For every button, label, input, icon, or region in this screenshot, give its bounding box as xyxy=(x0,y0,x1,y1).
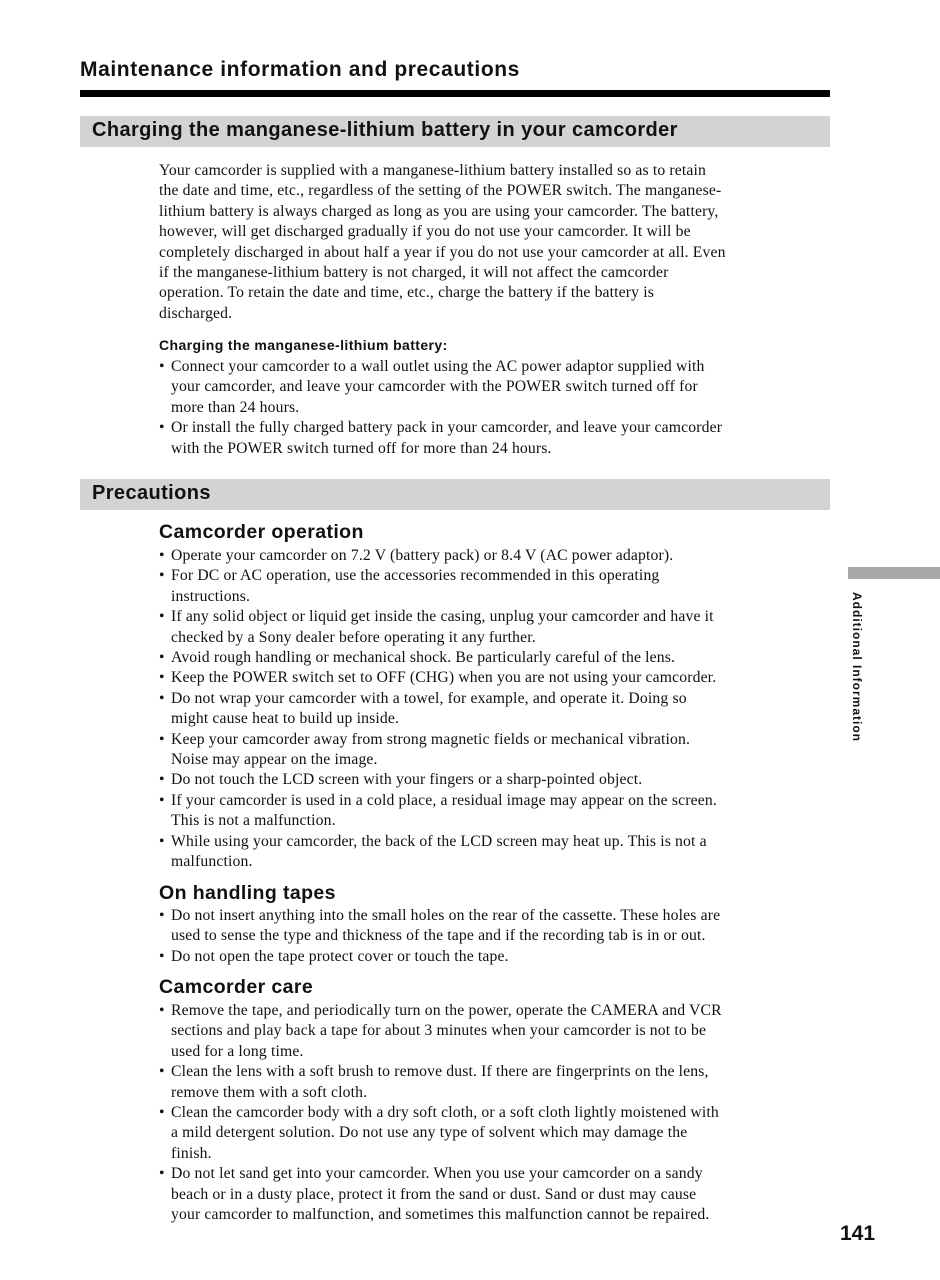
charging-bullet-list xyxy=(159,357,831,459)
list-item: • Do not let sand get into your camcorder. When you use your camcorder on a sandy beach or in a dusty place, protect it from the sand or dust. Sand or dust may cause your camcorder to malfunction, and sometimes this malfunction cannot be repaired. xyxy=(159,1165,710,1224)
paragraph-line: completely discharged in about half a year if you do not use your camcorder at all. Even xyxy=(159,243,726,261)
list-item: • Clean the lens with a soft brush to remove dust. If there are fingerprints on the lens, remove them with a soft cloth. xyxy=(159,1063,709,1101)
list-item: • If your camcorder is used in a cold place, a residual image may appear on the screen. This is not a malfunction. xyxy=(159,791,717,830)
camcorder-operation-heading: Camcorder operation xyxy=(159,521,364,543)
header-rule xyxy=(80,90,830,97)
side-section-label: Additional Information xyxy=(850,592,864,742)
paragraph-line: lithium battery is always charged as long as you are using your camcorder. The battery, xyxy=(159,202,719,220)
list-item: • Avoid rough handling or mechanical shock. Be particularly careful of the lens. xyxy=(159,649,676,667)
camcorder-operation-list xyxy=(159,546,831,873)
list-item: • Do not touch the LCD screen with your fingers or a sharp-pointed object. xyxy=(159,771,643,789)
handling-tapes-list xyxy=(159,906,831,967)
side-tab-marker xyxy=(848,567,940,579)
section-title-precautions: Precautions xyxy=(92,482,211,504)
camcorder-care-list xyxy=(159,1001,831,1225)
list-item: • Keep your camcorder away from strong magnetic fields or mechanical vibration. Noise may appear on the image. xyxy=(159,730,691,769)
paragraph-line: if the manganese-lithium battery is not charged, it will not affect the camcorder xyxy=(159,264,669,282)
list-item: • Do not open the tape protect cover or touch the tape. xyxy=(159,947,509,965)
list-item: • Operate your camcorder on 7.2 V (battery pack) or 8.4 V (AC power adaptor). xyxy=(159,547,674,564)
list-item: • While using your camcorder, the back of the LCD screen may heat up. This is not a malfunction. xyxy=(159,832,707,871)
paragraph-line: however, will get discharged gradually if you do not use your camcorder. It will be xyxy=(159,223,691,241)
list-item: • Do not wrap your camcorder with a towel, for example, and operate it. Doing so might cause heat to build up inside. xyxy=(159,689,687,728)
paragraph-line: the date and time, etc., regardless of the setting of the POWER switch. The manganese- xyxy=(159,182,722,200)
paragraph-line: Your camcorder is supplied with a manganese-lithium battery installed so as to retain xyxy=(159,162,707,179)
list-item: • Connect your camcorder to a wall outlet using the AC power adaptor supplied with your camcorder, and leave your camcorder with the POWER switch turned off for more than 24 hours. xyxy=(159,358,705,416)
list-item: • Do not insert anything into the small holes on the rear of the cassette. These holes are used to sense the type and thickness of the tape and if the recording tab is in or out. xyxy=(159,907,721,945)
charging-subheading: Charging the manganese-lithium battery: xyxy=(159,337,448,353)
page-number: 141 xyxy=(840,1222,876,1245)
camcorder-care-heading: Camcorder care xyxy=(159,976,314,998)
list-item: • Remove the tape, and periodically turn on the power, operate the CAMERA and VCR sections and play back a tape for about 3 minutes when your camcorder is not to be used for a long time. xyxy=(159,1002,722,1060)
page-header-title: Maintenance information and precautions xyxy=(80,58,520,81)
list-item: • If any solid object or liquid get inside the casing, unplug your camcorder and have it checked by a Sony dealer before operating it any further. xyxy=(159,608,714,646)
list-item: • For DC or AC operation, use the accessories recommended in this operating instructions. xyxy=(159,567,660,605)
section-bar-charging xyxy=(80,116,830,147)
section-bar-precautions xyxy=(80,479,830,510)
list-item: • Or install the fully charged battery pack in your camcorder, and leave your camcorder with the POWER switch turned off for more than 24 hours. xyxy=(159,419,723,457)
charging-intro-paragraph xyxy=(159,161,831,324)
paragraph-line: operation. To retain the date and time, etc., charge the battery if the battery is xyxy=(159,284,655,302)
list-item: • Clean the camcorder body with a dry soft cloth, or a soft cloth lightly moistened with a mild detergent solution. Do not use any type of solvent which may damage the finish. xyxy=(159,1104,719,1162)
handling-tapes-heading: On handling tapes xyxy=(159,882,336,904)
section-title-charging: Charging the manganese-lithium battery in your camcorder xyxy=(92,119,678,141)
list-item: • Keep the POWER switch set to OFF (CHG) when you are not using your camcorder. xyxy=(159,669,717,687)
paragraph-line: discharged. xyxy=(159,304,233,322)
